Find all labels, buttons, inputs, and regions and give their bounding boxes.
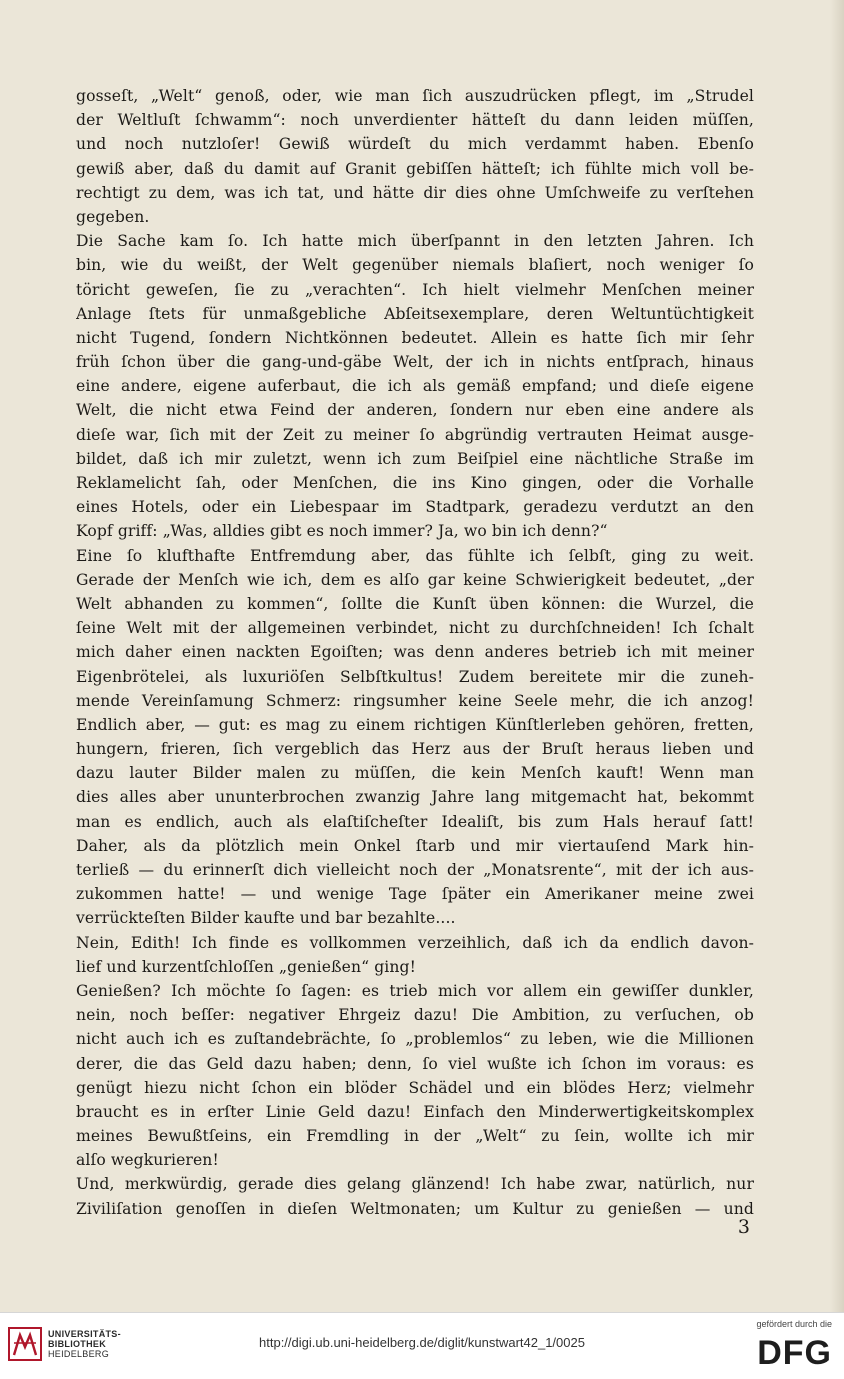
text-line: terließ — du erinnerſt dich vielleicht noch der „Monatsrente“, mit der ich aus-	[76, 861, 754, 879]
text-line: hungern, frieren, ſich vergeblich das Herz aus der Bruſt heraus lieben und	[76, 740, 754, 759]
text-line: töricht geweſen, ſie zu „verachten“. Ich hielt vielmehr Menſchen meiner	[76, 280, 754, 299]
page-number: 3	[737, 1216, 750, 1238]
text-line: mich daher einen nackten Egoiſten; was denn anderes betrieb ich mit meiner	[76, 643, 754, 662]
library-name-line1: UNIVERSITÄTS-	[48, 1329, 121, 1339]
text-line: derer, die das Geld dazu haben; denn, ſo viel wußte ich ſchon im voraus: es	[76, 1054, 754, 1073]
viewer-footer	[0, 1312, 844, 1379]
text-line: bildet, daß ich mir zuletzt, wenn ich zum Beiſpiel eine nächtliche Straße im	[76, 449, 754, 468]
text-line: lief und kurzentſchloſſen „genießen“ ging!	[76, 957, 416, 976]
text-line: zukommen hatte! — und wenige Tage ſpäter ein Amerikaner meine zwei	[76, 885, 754, 904]
text-line: früh ſchon über die gang-und-gäbe Welt, der ich in nichts entſprach, hinaus	[76, 353, 754, 372]
text-line: Welt, die nicht etwa Feind der anderen, ſondern nur eben eine andere als	[76, 401, 754, 420]
text-line: eines Hotels, oder ein Liebespaar im Stadtpark, geradezu verdutzt an den	[76, 498, 754, 517]
text-line: meines Bewußtſeins, ein Fremdling in der „Welt“ zu ſein, wollte ich mir	[76, 1127, 754, 1146]
permalink-url[interactable]: http://digi.ub.uni-heidelberg.de/diglit/kunstwart42_1/0025	[259, 1335, 585, 1350]
text-line: Gerade der Menſch wie ich, dem es alſo gar keine Schwierigkeit bedeutet, „der	[76, 570, 754, 589]
text-line: eine andere, eigene auferbaut, die ich als gemäß empfand; und dieſe eigene	[76, 377, 754, 396]
text-line: dieſe war, ſich mit der Zeit zu meiner ſo abgründig vertrauten Heimat ausge-	[76, 425, 754, 444]
text-line: mende Vereinſamung Schmerz: ringsumher keine Seele mehr, die ich anzog!	[76, 691, 754, 710]
text-line: Anlage ſtets für unmaßgebliche Abſeitsexemplare, deren Weltuntüchtigkeit	[76, 304, 754, 323]
text-line: Endlich aber, — gut: es mag zu einem richtigen Künſtlerleben gehören, fretten,	[76, 715, 754, 734]
text-line: der Weltluſt ſchwamm“: noch unverdienter hätteſt du dann leiden müſſen,	[76, 111, 754, 130]
text-line: und noch nutzloſer! Gewiß würdeſt du mich verdammt haben. Ebenſo	[76, 135, 754, 154]
funded-by-label: gefördert durch die	[756, 1319, 832, 1329]
text-line: Und, merkwürdig, gerade dies gelang glänzend! Ich habe zwar, natürlich, nur	[76, 1175, 754, 1194]
text-line: verrückteſten Bilder kaufte und bar bezahlte....	[76, 909, 456, 928]
library-name-line2: BIBLIOTHEK	[48, 1339, 106, 1349]
text-line: dazu lauter Bilder malen zu müſſen, die kein Menſch kauft! Wenn man	[76, 764, 754, 783]
text-line: Daher, als da plötzlich mein Onkel ſtarb und mir viertauſend Mark hin-	[76, 836, 754, 855]
text-line: Eine ſo klufthafte Entfremdung aber, das fühlte ich ſelbſt, ging zu weit.	[76, 546, 754, 565]
text-line: dies alles aber ununterbrochen zwanzig Jahre lang mitgemacht hat, bekommt	[76, 788, 754, 807]
dfg-logo[interactable]: DFG	[757, 1334, 832, 1372]
text-line: Reklamelicht ſah, oder Menſchen, die ins Kino gingen, oder die Vorhalle	[76, 474, 754, 492]
text-line: Genießen? Ich möchte ſo ſagen: es trieb mich vor allem ein gewiſſer dunkler,	[76, 981, 754, 1000]
text-line: genügt hiezu nicht ſchon ein blöder Schädel und ein blödes Herz; vielmehr	[76, 1078, 754, 1097]
text-line: nicht auch ich es zuſtandebrächte, ſo „problemlos“ zu leben, wie die Millionen	[76, 1030, 754, 1049]
text-line: Eigenbrötelei, als luxuriöſen Selbſtkultus! Zudem bereitete mir die zuneh-	[76, 667, 754, 686]
body-text	[76, 84, 754, 1221]
text-line: nicht Tugend, ſondern Nichtkönnen bedeutet. Allein es hatte ſich mir ſehr	[76, 328, 754, 347]
text-line: ſeine Welt mit der allgemeinen verbindet, nicht zu durchſchneiden! Ich ſchalt	[76, 619, 754, 638]
text-line: Nein, Edith! Ich finde es vollkommen verzeihlich, daß ich da endlich davon-	[76, 933, 754, 952]
text-line: bin, wie du weißt, der Welt gegenüber niemals blaſiert, noch weniger ſo	[76, 256, 754, 275]
text-line: alſo wegkurieren!	[76, 1151, 219, 1170]
text-line: nein, noch beſſer: negativer Ehrgeiz dazu! Die Ambition, zu verſuchen, ob	[76, 1006, 754, 1025]
text-line: braucht es in erſter Linie Geld dazu! Einfach den Minderwertigkeitskomplex	[76, 1102, 754, 1121]
page-edge-shadow	[830, 0, 844, 1312]
text-line: Welt abhanden zu kommen“, ſollte die Kunſt üben können: die Wurzel, die	[76, 594, 754, 613]
text-line: Kopf griff: „Was, alldies gibt es noch immer? Ja, wo bin ich denn?“	[76, 522, 608, 541]
text-line: rechtigt zu dem, was ich tat, und hätte dir dies ohne Umſchweife zu verſtehen	[76, 183, 754, 202]
text-line: Die Sache kam ſo. Ich hatte mich überſpannt in den letzten Jahren. Ich	[76, 232, 754, 251]
text-line: gewiß aber, daß du damit auf Granit gebiſſen hätteſt; ich fühlte mich voll be-	[76, 159, 754, 178]
text-line: man es endlich, auch als elaſtiſcheſter Idealiſt, bis zum Hals herauf ſatt!	[76, 812, 754, 831]
text-line: gosseſt, „Welt“ genoß, oder, wie man ſich auszudrücken pflegt, im „Strudel	[76, 87, 754, 105]
text-line: gegeben.	[76, 207, 150, 226]
text-line: Ziviliſation genoſſen in dieſen Weltmonaten; um Kultur zu genießen — und	[76, 1199, 754, 1218]
library-name-line3: HEIDELBERG	[48, 1349, 110, 1359]
